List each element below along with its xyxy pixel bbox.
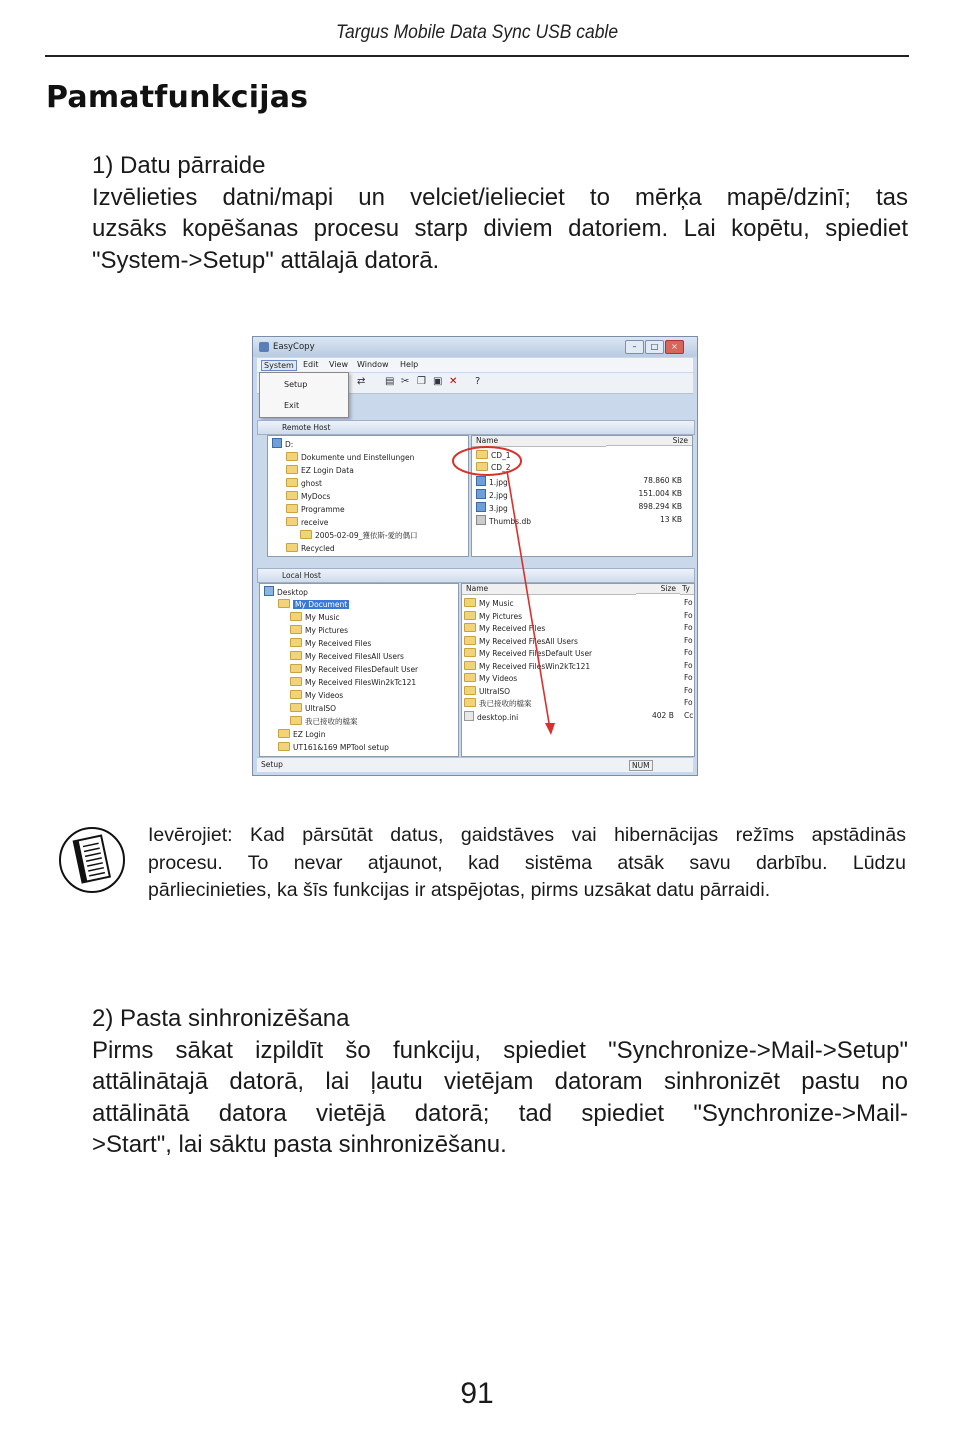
menu-system[interactable]: System: [261, 360, 297, 371]
note-icon: [58, 826, 126, 894]
maximize-icon[interactable]: □: [645, 340, 664, 354]
column-name: Name: [462, 584, 636, 595]
local-host-label: Local Host: [282, 571, 321, 580]
file-type: Fo: [684, 698, 693, 707]
tree-item: My Videos: [290, 690, 343, 700]
note-line: procesu. To nevar atjaunot, kad sistēma atsāk savu darbību. Lūdzu: [148, 851, 906, 874]
page-title: Pamatfunkcijas: [46, 80, 309, 115]
file-row: My Pictures: [464, 611, 522, 621]
tree-item: MyDocs: [286, 491, 330, 501]
tree-item: My Document: [278, 599, 349, 609]
file-type: Cc: [684, 711, 694, 720]
file-row: CD_2: [476, 462, 511, 472]
file-row: desktop.ini: [464, 711, 518, 722]
section-1-heading: 1) Datu pārraide: [92, 152, 266, 179]
remote-host-label: Remote Host: [282, 423, 331, 432]
header-rule: [45, 55, 909, 57]
tree-item: My Received Files: [290, 638, 371, 648]
menu-item-exit[interactable]: Exit: [284, 401, 300, 410]
file-type: Fo: [684, 611, 693, 620]
easycopy-screenshot: [252, 336, 698, 776]
section-2-heading: 2) Pasta sinhronizēšana: [92, 1005, 350, 1032]
file-type: Fo: [684, 673, 693, 682]
column-size: Size: [606, 436, 692, 446]
tree-item: UT161&169 MPTool setup: [278, 742, 389, 752]
file-row: 3.jpg: [476, 502, 508, 513]
tree-item: ghost: [286, 478, 322, 488]
highlight-circle: [453, 447, 521, 475]
delete-icon[interactable]: ✕: [449, 376, 458, 387]
drag-arrow-head: [545, 723, 555, 735]
status-text: Setup: [261, 760, 283, 769]
file-size: 898.294 KB: [638, 502, 682, 511]
tree-item: Dokumente und Einstellungen: [286, 452, 414, 462]
file-row: My Received FilesDefault User: [464, 648, 592, 658]
window-title: EasyCopy: [273, 342, 315, 352]
tree-item: My Received FilesWin2kTc121: [290, 677, 416, 687]
copy-icon[interactable]: ❐: [417, 376, 426, 387]
file-type: Fo: [684, 661, 693, 670]
tree-item: My Received FilesAll Users: [290, 651, 404, 661]
menu-edit[interactable]: Edit: [303, 360, 319, 369]
menu-help[interactable]: Help: [400, 360, 419, 369]
menu-view[interactable]: View: [329, 360, 348, 369]
file-row: 2.jpg: [476, 489, 508, 500]
tree-item: 我已接收的檔案: [290, 716, 358, 727]
column-type: Ty: [680, 584, 695, 595]
file-row: 1.jpg: [476, 476, 508, 487]
tree-item: My Received FilesDefault User: [290, 664, 418, 674]
help-icon[interactable]: ?: [475, 376, 481, 387]
cut-icon[interactable]: ✂: [401, 376, 410, 387]
note-line: Ievērojiet: Kad pārsūtāt datus, gaidstāves vai hibernācijas režīms apstādinās: [148, 824, 906, 846]
menu-item-setup[interactable]: Setup: [284, 380, 308, 389]
page-number: 91: [460, 1377, 494, 1410]
section-2-line: Pirms sākat izpildīt šo funkciju, spiediet "Synchronize->Mail->Setup": [92, 1036, 908, 1064]
close-icon[interactable]: ×: [665, 340, 684, 354]
column-name: Name: [472, 436, 606, 447]
file-type: Fo: [684, 598, 693, 607]
section-2-line: >Start", lai sāktu pasta sinhronizēšanu.: [92, 1131, 507, 1158]
num-lock-indicator: NUM: [629, 760, 653, 771]
file-type: Fo: [684, 686, 693, 695]
file-row: Thumbs.db: [476, 515, 531, 526]
drag-arrow-line: [507, 471, 550, 729]
tree-item: Programme: [286, 504, 345, 514]
tree-item: Desktop: [264, 586, 308, 597]
file-row: My Received Files: [464, 623, 545, 633]
running-header: Targus Mobile Data Sync USB cable: [335, 22, 619, 43]
column-size: Size: [636, 584, 680, 594]
file-row: My Received FilesAll Users: [464, 636, 578, 646]
tree-item: receive: [286, 517, 328, 527]
tree-item: D:: [272, 438, 293, 449]
properties-icon[interactable]: ▤: [385, 376, 395, 387]
tree-item: EZ Login Data: [286, 465, 354, 475]
file-row: My Music: [464, 598, 514, 608]
minimize-icon[interactable]: –: [625, 340, 644, 354]
tree-item: UltraISO: [290, 703, 336, 713]
file-row: UltraISO: [464, 686, 510, 696]
file-size: 78.860 KB: [643, 476, 682, 485]
section-1-line: uzsāks kopēšanas procesu starp diviem datoriem. Lai kopētu, spiediet: [92, 215, 908, 242]
section-1-line: "System->Setup" attālajā datorā.: [92, 246, 440, 274]
section-2-line: attālinātā datora vietējā datorā; tad spiediet "Synchronize->Mail-: [92, 1099, 908, 1127]
file-size: 13 KB: [660, 515, 682, 524]
file-size: 402 B: [652, 711, 674, 720]
transfer-icon[interactable]: ⇄: [357, 376, 366, 387]
tree-item: Recycled: [286, 543, 335, 553]
paste-icon[interactable]: ▣: [433, 376, 443, 387]
section-1-line: Izvēlieties datni/mapi un velciet/ielieciet to mērķa mapē/dzinī; tas: [92, 183, 908, 211]
file-type: Fo: [684, 648, 693, 657]
menu-window[interactable]: Window: [357, 360, 389, 369]
section-1: [92, 150, 908, 276]
drag-annotation: [253, 337, 697, 775]
file-row: My Videos: [464, 673, 517, 683]
note-text: [148, 822, 906, 905]
tree-item: My Pictures: [290, 625, 348, 635]
tree-item: EZ Login: [278, 729, 326, 739]
section-2-line: attālinātajā datorā, lai ļautu vietējam datoram sinhronizēt pastu no: [92, 1068, 908, 1095]
section-2: [92, 1003, 908, 1161]
file-row: My Received FilesWin2kTc121: [464, 661, 590, 671]
file-row: CD_1: [476, 450, 511, 460]
tree-item: 2005-02-09_獲依斯-愛的偶口: [300, 530, 418, 541]
file-size: 151.004 KB: [638, 489, 682, 498]
file-row: 我已接收的檔案: [464, 698, 532, 709]
tree-item: My Music: [290, 612, 340, 622]
note-line: pārliecinieties, ka šīs funkcijas ir atspējotas, pirms uzsākat datu pārraidi.: [148, 879, 771, 901]
file-type: Fo: [684, 623, 693, 632]
file-type: Fo: [684, 636, 693, 645]
